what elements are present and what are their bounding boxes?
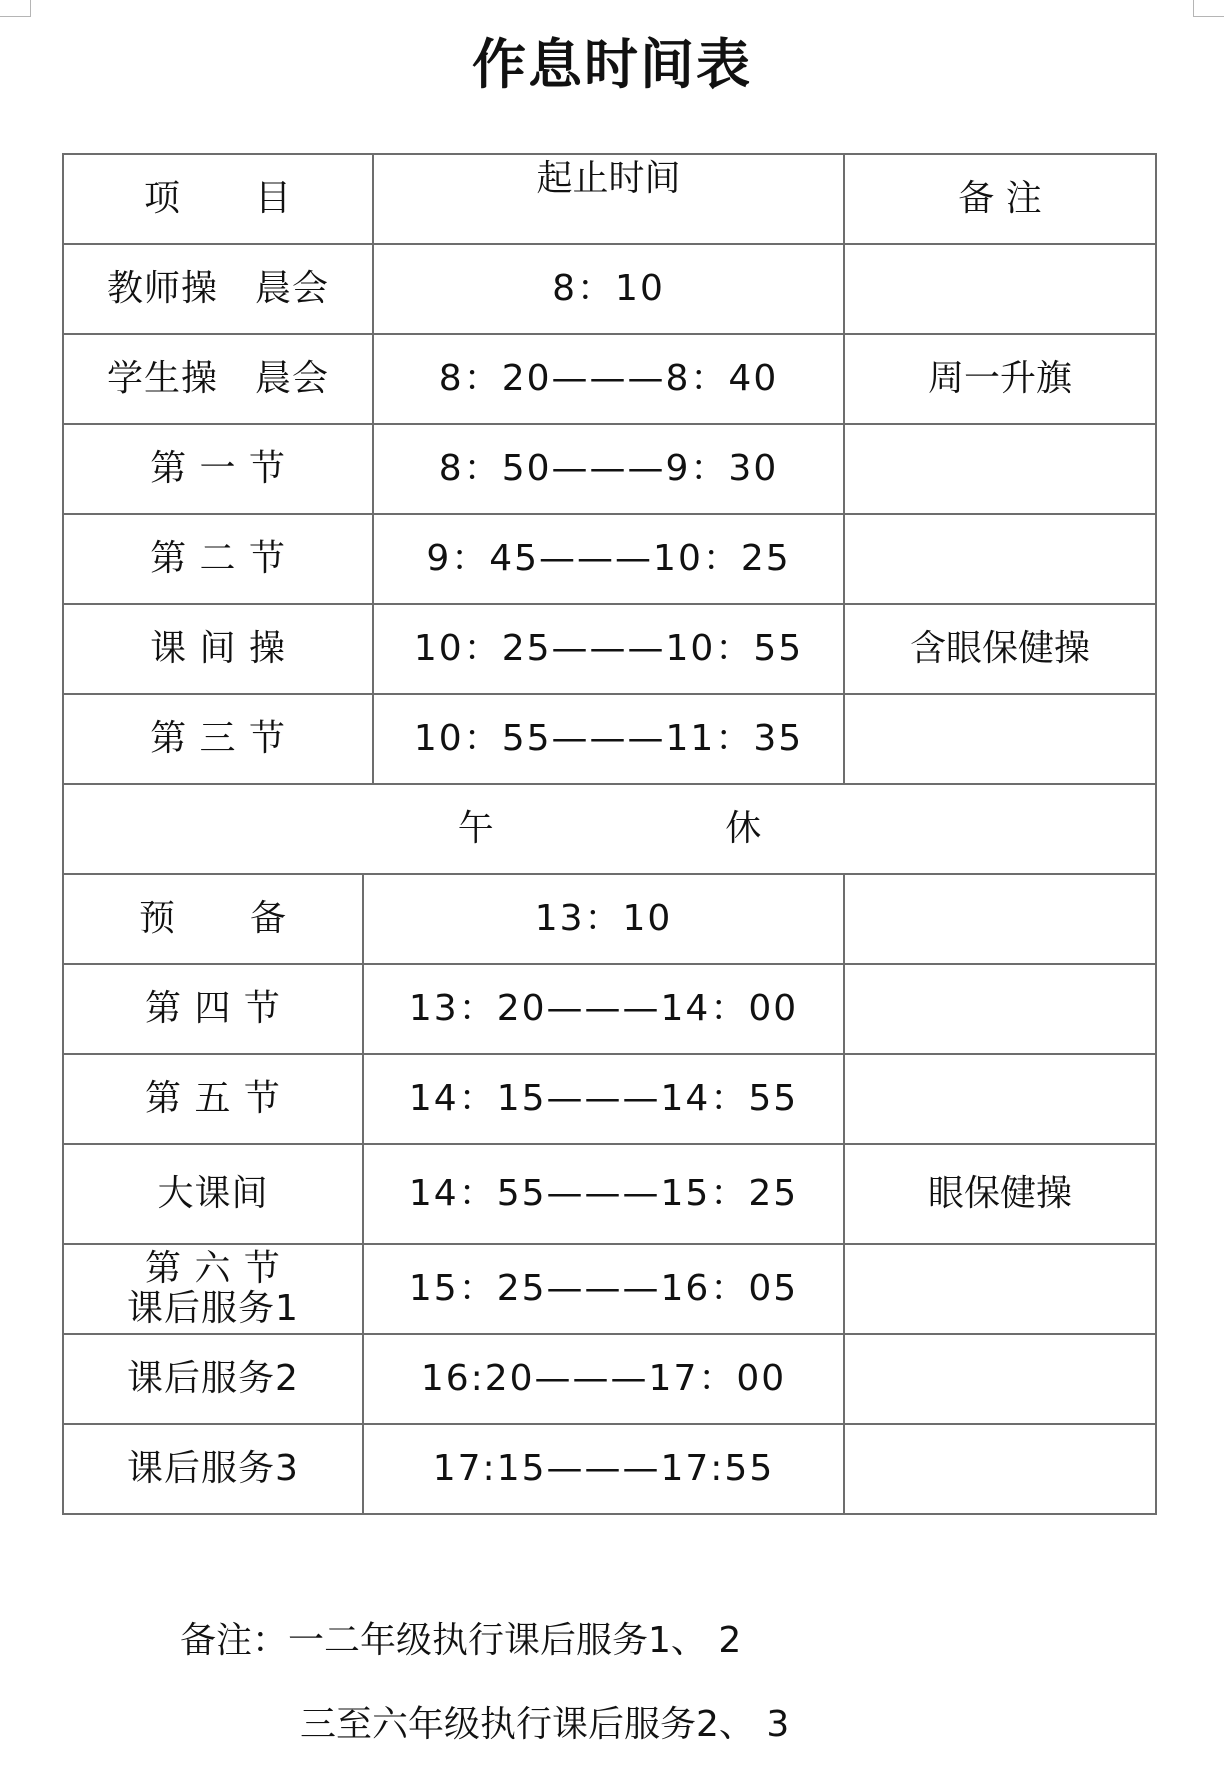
table-header-row: [63, 154, 1156, 244]
row-time: 14：55———15：25: [363, 1144, 844, 1244]
header-item: 项 目: [63, 154, 373, 244]
row-time: 8：10: [373, 244, 844, 334]
row-item-line1: 第 六 节: [145, 1248, 281, 1290]
row-item: 预 备: [63, 874, 363, 964]
row-note: [844, 1054, 1156, 1144]
row-item: 第 五 节: [63, 1054, 363, 1144]
row-time: 13：10: [363, 874, 844, 964]
row-note: [844, 874, 1156, 964]
lunch-label-left: 午: [457, 808, 494, 850]
row-note: [844, 1244, 1156, 1334]
row-item: 学生操 晨会: [63, 334, 373, 424]
table-row: [63, 964, 1156, 1054]
row-note: [844, 694, 1156, 784]
row-time: 10：55———11：35: [373, 694, 844, 784]
row-time: 13：20———14：00: [363, 964, 844, 1054]
row-time: 8：50———9：30: [373, 424, 844, 514]
row-time: 15：25———16：05: [363, 1244, 844, 1334]
row-item: 课 间 操: [63, 604, 373, 694]
table-row: [63, 244, 1156, 334]
lunch-break-cell: [63, 784, 1156, 874]
row-note: 含眼保健操: [844, 604, 1156, 694]
row-time: 14：15———14：55: [363, 1054, 844, 1144]
row-time: 9：45———10：25: [373, 514, 844, 604]
table-row: [63, 514, 1156, 604]
row-note: [844, 1334, 1156, 1424]
table-row: [63, 1244, 1156, 1334]
row-item: 大课间: [63, 1144, 363, 1244]
row-item: 教师操 晨会: [63, 244, 373, 334]
table-row: [63, 1054, 1156, 1144]
header-time: 起止时间: [373, 154, 844, 244]
row-time: 10：25———10：55: [373, 604, 844, 694]
row-item: 第 三 节: [63, 694, 373, 784]
row-item: 课后服务3: [63, 1424, 363, 1514]
page-corner-mark-right: [1193, 0, 1224, 17]
table-row: [63, 1334, 1156, 1424]
table-row: [63, 694, 1156, 784]
schedule-table: [62, 153, 1157, 1515]
row-note: [844, 424, 1156, 514]
table-row: [63, 334, 1156, 424]
row-item-two-line: [63, 1244, 363, 1334]
lunch-label-right: 休: [725, 808, 762, 850]
row-item: 课后服务2: [63, 1334, 363, 1424]
table-row: [63, 1424, 1156, 1514]
row-note: [844, 514, 1156, 604]
row-time: 17:15———17:55: [363, 1424, 844, 1514]
row-item: 第 一 节: [63, 424, 373, 514]
row-note: 眼保健操: [844, 1144, 1156, 1244]
row-item: 第 二 节: [63, 514, 373, 604]
page-corner-mark-left: [0, 0, 31, 17]
lunch-break-row: [63, 784, 1156, 874]
row-note: [844, 244, 1156, 334]
footnote-line-1: 备注：一二年级执行课后服务1、 2: [180, 1620, 742, 1661]
row-item: 第 四 节: [63, 964, 363, 1054]
table-row: [63, 604, 1156, 694]
row-note: [844, 964, 1156, 1054]
row-time: 16:20———17：00: [363, 1334, 844, 1424]
table-row: [63, 1144, 1156, 1244]
row-item-line2: 课后服务1: [127, 1288, 299, 1329]
row-time: 8：20———8：40: [373, 334, 844, 424]
footnote-line-2: 三至六年级执行课后服务2、 3: [300, 1704, 790, 1745]
page-title: 作息时间表: [472, 33, 752, 96]
row-note: 周一升旗: [844, 334, 1156, 424]
table-row: [63, 874, 1156, 964]
table-row: [63, 424, 1156, 514]
row-note: [844, 1424, 1156, 1514]
header-note: 备 注: [844, 154, 1156, 244]
